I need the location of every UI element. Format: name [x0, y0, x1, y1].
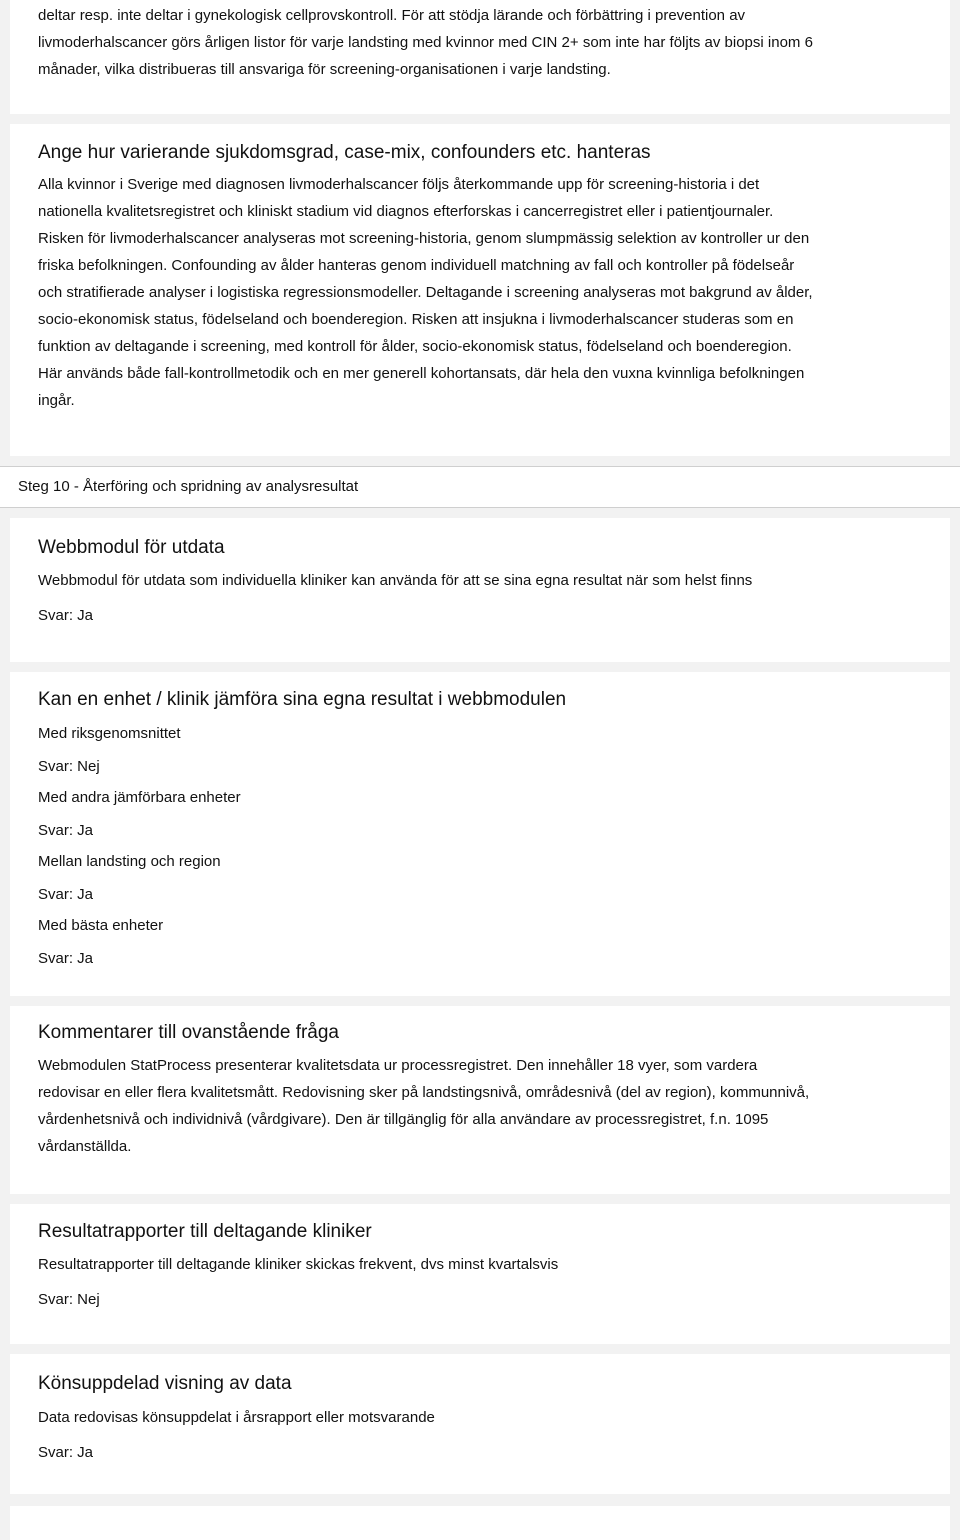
confounders-line: Risken för livmoderhalscancer analyseras mot screening-historia, genom slumpmässig selektion av kontroller ur den — [38, 230, 810, 247]
reports-answer: Svar: Nej — [38, 1291, 100, 1308]
compare-title: Kan en enhet / klinik jämföra sina egna resultat i webbmodulen — [38, 689, 567, 710]
next-card — [10, 1506, 950, 1540]
compare-item-label: Med andra jämförbara enheter — [38, 789, 241, 806]
gender-title: Könsuppdelad visning av data — [38, 1373, 292, 1394]
intro-line: månader, vilka distribueras till ansvariga för screening-organisationen i varje landsting. — [38, 61, 611, 78]
comments-line: redovisar en eller flera kvalitetsmått. Redovisning sker på landstingsnivå, områdesnivå (del av region), kommunnivå, — [38, 1084, 810, 1101]
webbmodul-answer: Svar: Ja — [38, 607, 94, 624]
gender-card — [10, 1354, 950, 1494]
comments-line: Webmodulen StatProcess presenterar kvalitetsdata ur processregistret. Den innehåller 18 vyer, som vardera — [38, 1057, 758, 1074]
comments-line: vårdenhetsnivå och individnivå (vårdgivare). Den är tillgänglig för alla användare av processregistret, f.n. 1095 — [38, 1111, 769, 1128]
comments-title: Kommentarer till ovanstående fråga — [38, 1022, 339, 1043]
compare-card — [10, 672, 950, 996]
intro-line: livmoderhalscancer görs årligen listor för varje landsting med kvinnor med CIN 2+ som inte har följts av biopsi inom 6 — [38, 34, 813, 51]
confounders-line: nationella kvalitetsregistret och kliniskt stadium vid diagnos efterforskas i cancerregistret eller i patientjournaler. — [38, 203, 774, 220]
compare-item-answer: Svar: Ja — [38, 886, 94, 903]
compare-item-label: Med riksgenomsnittet — [38, 725, 181, 742]
confounders-line: och stratifierade analyser i logistiska regressionsmodeller. Deltagande i screening analyseras mot bakgrund av ålder, — [38, 284, 813, 301]
reports-card — [10, 1204, 950, 1344]
gender-desc: Data redovisas könsuppdelat i årsrapport eller motsvarande — [38, 1409, 435, 1426]
step-header — [0, 466, 960, 508]
step-label: Steg 10 - Återföring och spridning av analysresultat — [18, 478, 359, 495]
compare-item-answer: Svar: Ja — [38, 822, 94, 839]
compare-item-label: Med bästa enheter — [38, 917, 164, 934]
confounders-card — [10, 124, 950, 456]
confounders-title: Ange hur varierande sjukdomsgrad, case-mix, confounders etc. hanteras — [38, 142, 651, 163]
webbmodul-card — [10, 518, 950, 662]
confounders-line: Alla kvinnor i Sverige med diagnosen livmoderhalscancer följs återkommande upp för screening-historia i det — [38, 176, 760, 193]
compare-item-label: Mellan landsting och region — [38, 853, 221, 870]
compare-item-answer: Svar: Nej — [38, 758, 100, 775]
comments-body — [38, 1052, 922, 1160]
intro-line: deltar resp. inte deltar i gynekologisk cellprovskontroll. För att stödja lärande och förbättring i prevention av — [38, 7, 746, 24]
reports-desc: Resultatrapporter till deltagande kliniker skickas frekvent, dvs minst kvartalsvis — [38, 1256, 559, 1273]
confounders-line: socio-ekonomisk status, födelseland och boenderegion. Risken att insjukna i livmoderhalscancer studeras som en — [38, 311, 794, 328]
webbmodul-desc: Webbmodul för utdata som individuella kliniker kan använda för att se sina egna resultat när som helst finns — [38, 572, 753, 589]
reports-title: Resultatrapporter till deltagande kliniker — [38, 1221, 372, 1242]
intro-card — [10, 0, 950, 114]
comments-line: vårdanställda. — [38, 1138, 132, 1155]
gender-answer: Svar: Ja — [38, 1444, 94, 1461]
webbmodul-title: Webbmodul för utdata — [38, 537, 225, 558]
confounders-line: Här används både fall-kontrollmetodik och en mer generell kohortansats, där hela den vuxna kvinnliga befolkningen — [38, 365, 805, 382]
compare-item-answer: Svar: Ja — [38, 950, 94, 967]
confounders-line: funktion av deltagande i screening, med kontroll för ålder, socio-ekonomisk status, födelseland och boenderegion. — [38, 338, 792, 355]
comments-card — [10, 1006, 950, 1194]
confounders-line: ingår. — [38, 392, 75, 409]
confounders-line: friska befolkningen. Confounding av ålder hanteras genom individuell matchning av fall och kontroller på födelseår — [38, 257, 795, 274]
